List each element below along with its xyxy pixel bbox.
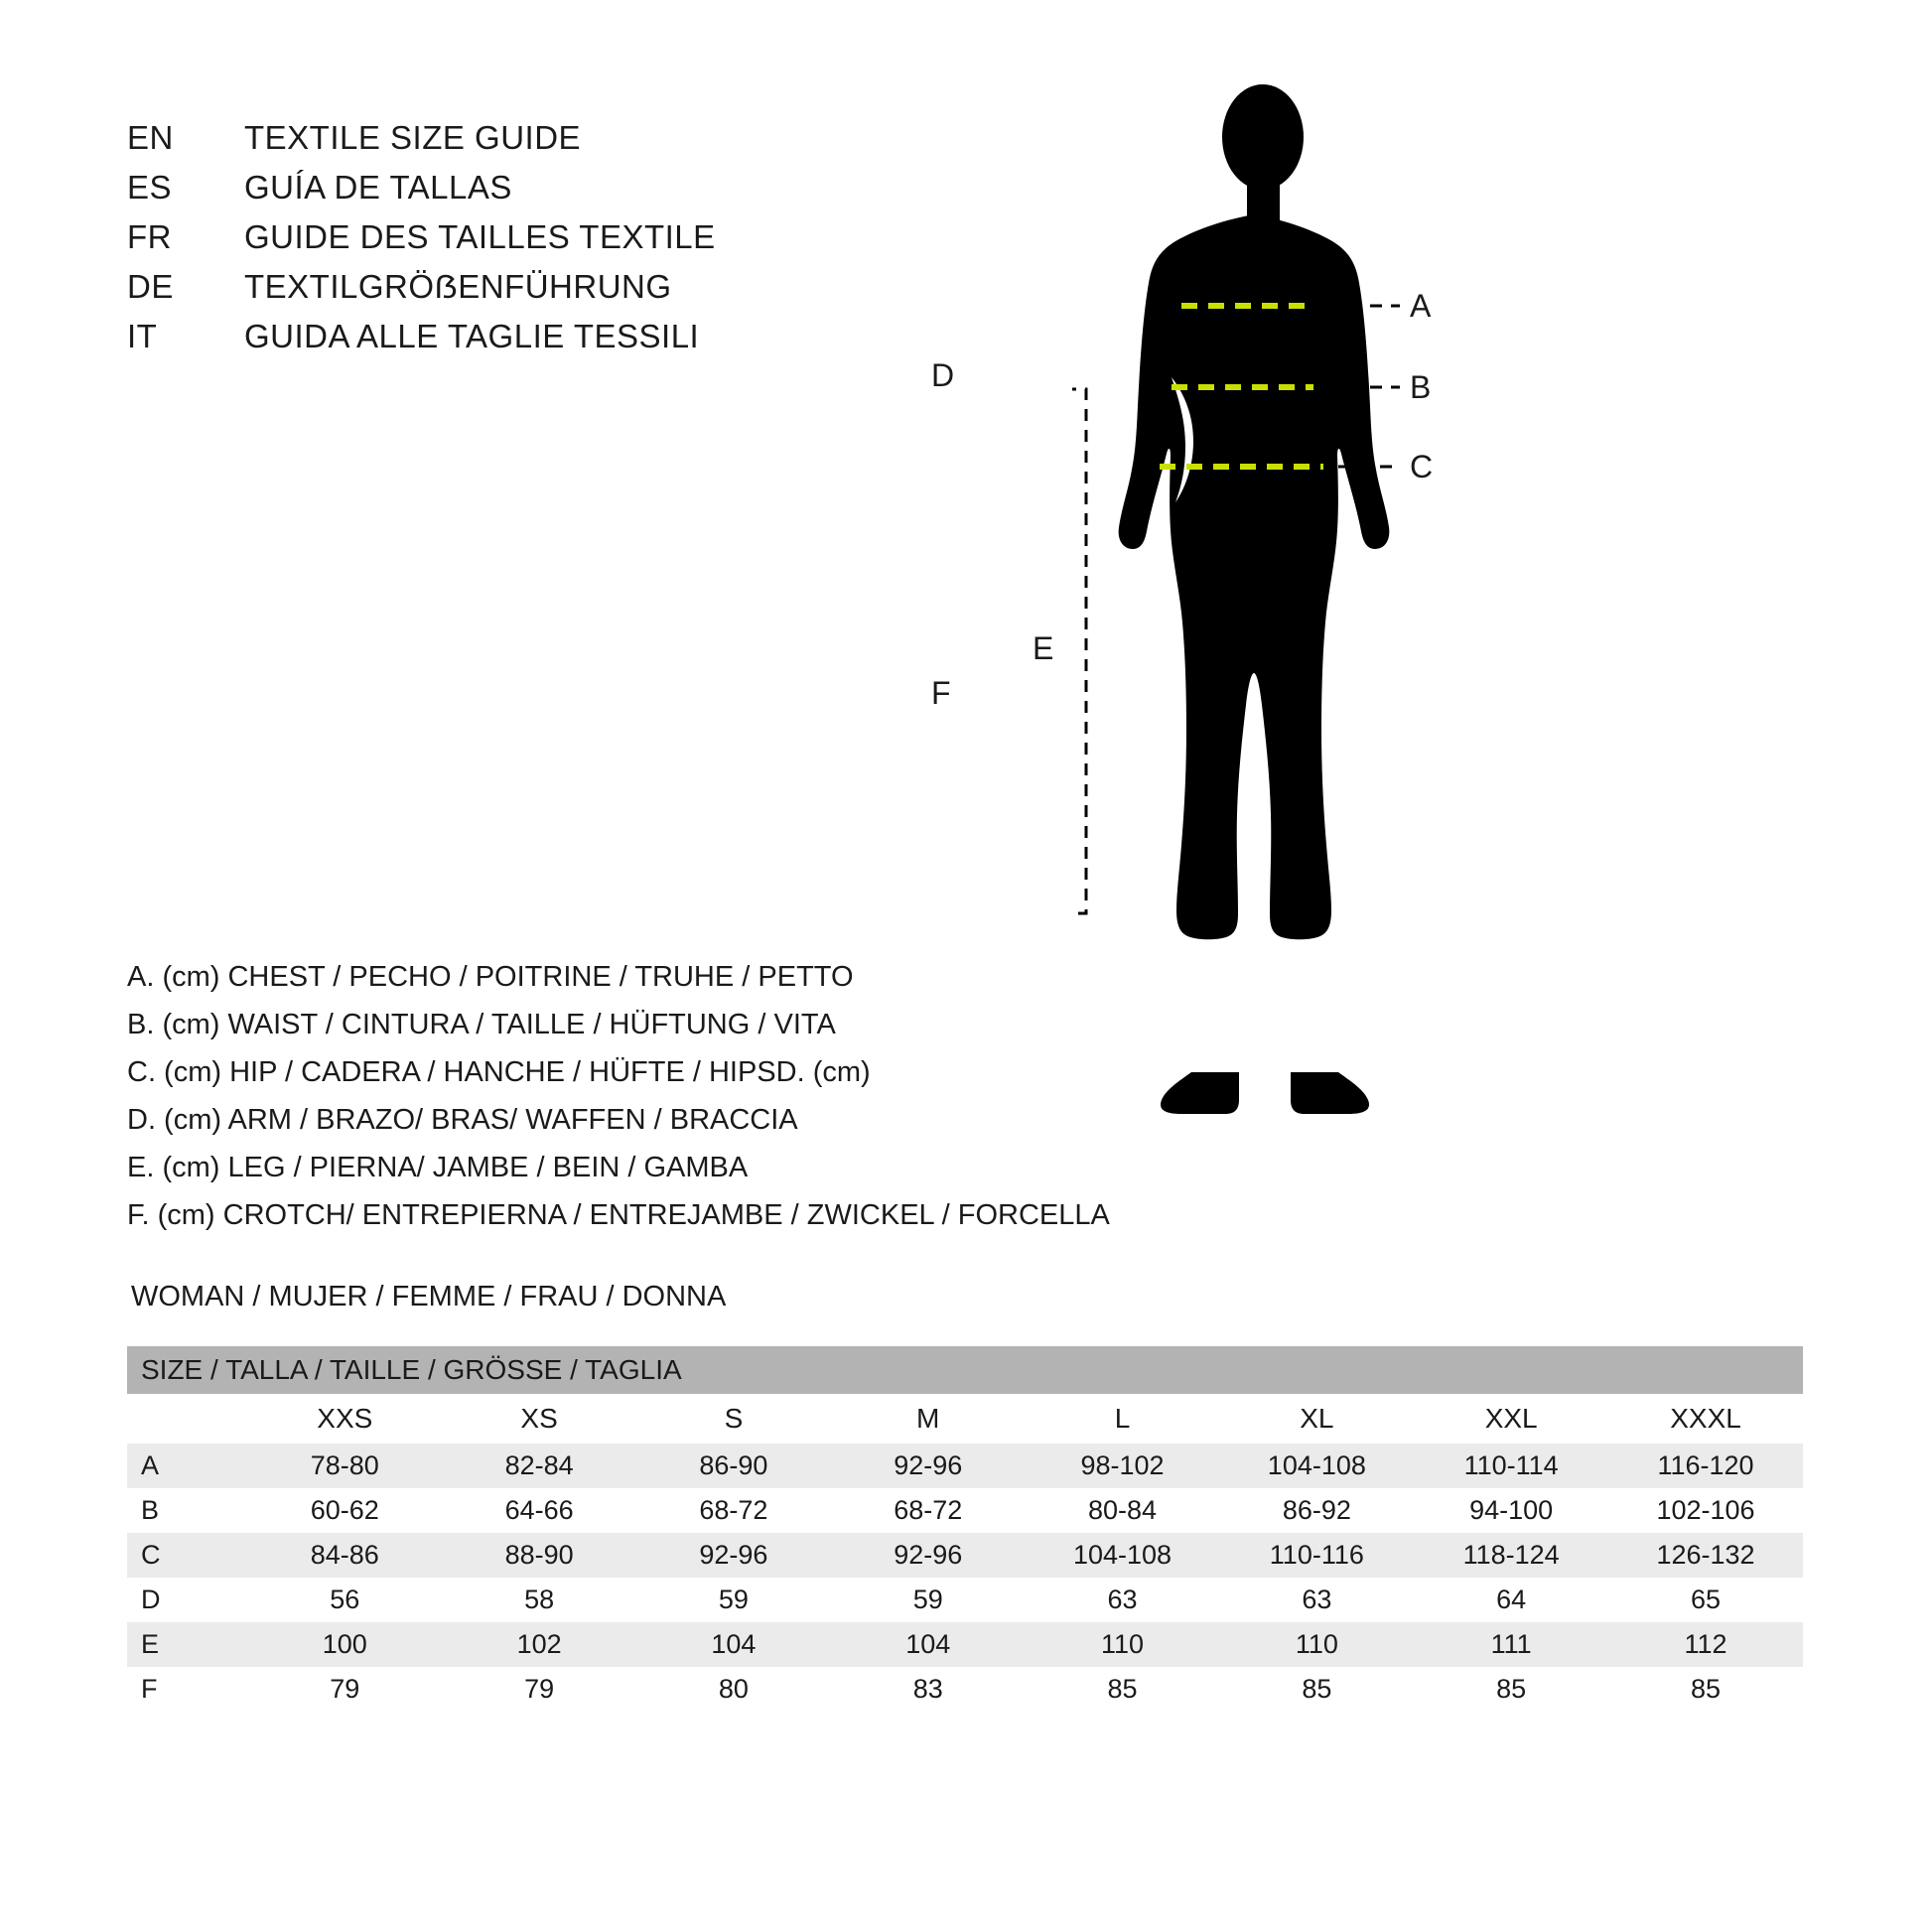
cell-b-l: 80-84 [1026, 1488, 1220, 1533]
cell-c-l: 104-108 [1026, 1533, 1220, 1578]
cell-c-xxl: 118-124 [1414, 1533, 1608, 1578]
title-row [127, 218, 882, 268]
sizes-row-corner [127, 1394, 247, 1444]
title-lang-en: EN [127, 119, 174, 156]
label-b: B [1410, 369, 1432, 405]
cell-f-m: 83 [831, 1667, 1026, 1712]
cell-b-xl: 86-92 [1219, 1488, 1414, 1533]
cell-a-xs: 82-84 [442, 1444, 636, 1488]
size-table [127, 1346, 1803, 1712]
cell-a-xxs: 78-80 [247, 1444, 442, 1488]
cell-c-s: 92-96 [636, 1533, 831, 1578]
table-row [127, 1578, 1803, 1622]
table-row [127, 1667, 1803, 1712]
cell-d-xl: 63 [1219, 1578, 1414, 1622]
title-row [127, 119, 882, 169]
cell-e-l: 110 [1026, 1622, 1220, 1667]
row-label-b: B [127, 1488, 247, 1533]
cell-e-xxs: 100 [247, 1622, 442, 1667]
label-a: A [1410, 288, 1432, 324]
size-col-xs: XS [442, 1394, 636, 1444]
cell-a-xl: 104-108 [1219, 1444, 1414, 1488]
table-header-label: SIZE / TALLA / TAILLE / GRÖSSE / TAGLIA [127, 1346, 1803, 1394]
cell-d-l: 63 [1026, 1578, 1220, 1622]
table-sizes-row [127, 1394, 1803, 1444]
cell-e-xs: 102 [442, 1622, 636, 1667]
cell-f-xxl: 85 [1414, 1667, 1608, 1712]
cell-f-l: 85 [1026, 1667, 1220, 1712]
cell-b-m: 68-72 [831, 1488, 1026, 1533]
cell-c-xxxl: 126-132 [1608, 1533, 1803, 1578]
cell-a-xxl: 110-114 [1414, 1444, 1608, 1488]
cell-f-xxs: 79 [247, 1667, 442, 1712]
title-lang-es: ES [127, 169, 173, 206]
cell-a-xxxl: 116-120 [1608, 1444, 1803, 1488]
size-col-xxxl: XXXL [1608, 1394, 1803, 1444]
title-text-it: GUIDA ALLE TAGLIE TESSILI [244, 318, 700, 354]
size-col-l: L [1026, 1394, 1220, 1444]
cell-f-s: 80 [636, 1667, 831, 1712]
table-row [127, 1622, 1803, 1667]
legend-item-c: C. (cm) HIP / CADERA / HANCHE / HÜFTE / HIPSD. (cm) [127, 1056, 871, 1088]
cell-d-xxxl: 65 [1608, 1578, 1803, 1622]
legend-item-b: B. (cm) WAIST / CINTURA / TAILLE / HÜFTUNG / VITA [127, 1009, 836, 1040]
legend-block [127, 953, 1219, 1239]
table-row [127, 1533, 1803, 1578]
cell-d-xxs: 56 [247, 1578, 442, 1622]
row-label-d: D [127, 1578, 247, 1622]
cell-b-xxs: 60-62 [247, 1488, 442, 1533]
bracket-e [1072, 389, 1086, 913]
legend-item-f: F. (cm) CROTCH/ ENTREPIERNA / ENTREJAMBE / ZWICKEL / FORCELLA [127, 1199, 1110, 1231]
title-text-fr: GUIDE DES TAILLES TEXTILE [244, 218, 716, 255]
legend-item-e: E. (cm) LEG / PIERNA/ JAMBE / BEIN / GAMBA [127, 1152, 749, 1183]
label-c: C [1410, 449, 1434, 484]
title-lang-fr: FR [127, 218, 172, 255]
size-col-s: S [636, 1394, 831, 1444]
title-row [127, 268, 882, 318]
table-header-row [127, 1346, 1803, 1394]
title-row [127, 318, 882, 367]
size-col-m: M [831, 1394, 1026, 1444]
cell-d-xs: 58 [442, 1578, 636, 1622]
label-e: E [1033, 630, 1054, 666]
cell-b-s: 68-72 [636, 1488, 831, 1533]
cell-d-s: 59 [636, 1578, 831, 1622]
title-text-en: TEXTILE SIZE GUIDE [244, 119, 582, 156]
cell-c-xl: 110-116 [1219, 1533, 1414, 1578]
cell-b-xxxl: 102-106 [1608, 1488, 1803, 1533]
cell-e-xxl: 111 [1414, 1622, 1608, 1667]
cell-a-m: 92-96 [831, 1444, 1026, 1488]
cell-b-xxl: 94-100 [1414, 1488, 1608, 1533]
cell-e-xxxl: 112 [1608, 1622, 1803, 1667]
cell-c-m: 92-96 [831, 1533, 1026, 1578]
legend-item-a: A. (cm) CHEST / PECHO / POITRINE / TRUHE / PETTO [127, 961, 854, 993]
cell-d-xxl: 64 [1414, 1578, 1608, 1622]
label-f: F [931, 675, 951, 711]
title-text-de: TEXTILGRÖẞENFÜHRUNG [244, 268, 672, 305]
table-row [127, 1488, 1803, 1533]
row-label-a: A [127, 1444, 247, 1488]
row-label-e: E [127, 1622, 247, 1667]
title-block [127, 119, 882, 367]
cell-a-l: 98-102 [1026, 1444, 1220, 1488]
size-col-xl: XL [1219, 1394, 1414, 1444]
cell-b-xs: 64-66 [442, 1488, 636, 1533]
size-col-xxs: XXS [247, 1394, 442, 1444]
title-lang-it: IT [127, 318, 158, 354]
cell-c-xxs: 84-86 [247, 1533, 442, 1578]
row-label-c: C [127, 1533, 247, 1578]
cell-f-xxxl: 85 [1608, 1667, 1803, 1712]
cell-c-xs: 88-90 [442, 1533, 636, 1578]
label-d: D [931, 357, 955, 393]
legend-item-d: D. (cm) ARM / BRAZO/ BRAS/ WAFFEN / BRACCIA [127, 1104, 798, 1136]
title-text-es: GUÍA DE TALLAS [244, 169, 512, 206]
size-col-xxl: XXL [1414, 1394, 1608, 1444]
cell-e-s: 104 [636, 1622, 831, 1667]
row-label-f: F [127, 1667, 247, 1712]
cell-f-xs: 79 [442, 1667, 636, 1712]
title-lang-de: DE [127, 268, 174, 305]
title-row [127, 169, 882, 218]
gender-label: WOMAN / MUJER / FEMME / FRAU / DONNA [131, 1281, 727, 1312]
table-row [127, 1444, 1803, 1488]
cell-e-xl: 110 [1219, 1622, 1414, 1667]
cell-e-m: 104 [831, 1622, 1026, 1667]
cell-a-s: 86-90 [636, 1444, 831, 1488]
cell-f-xl: 85 [1219, 1667, 1414, 1712]
cell-d-m: 59 [831, 1578, 1026, 1622]
